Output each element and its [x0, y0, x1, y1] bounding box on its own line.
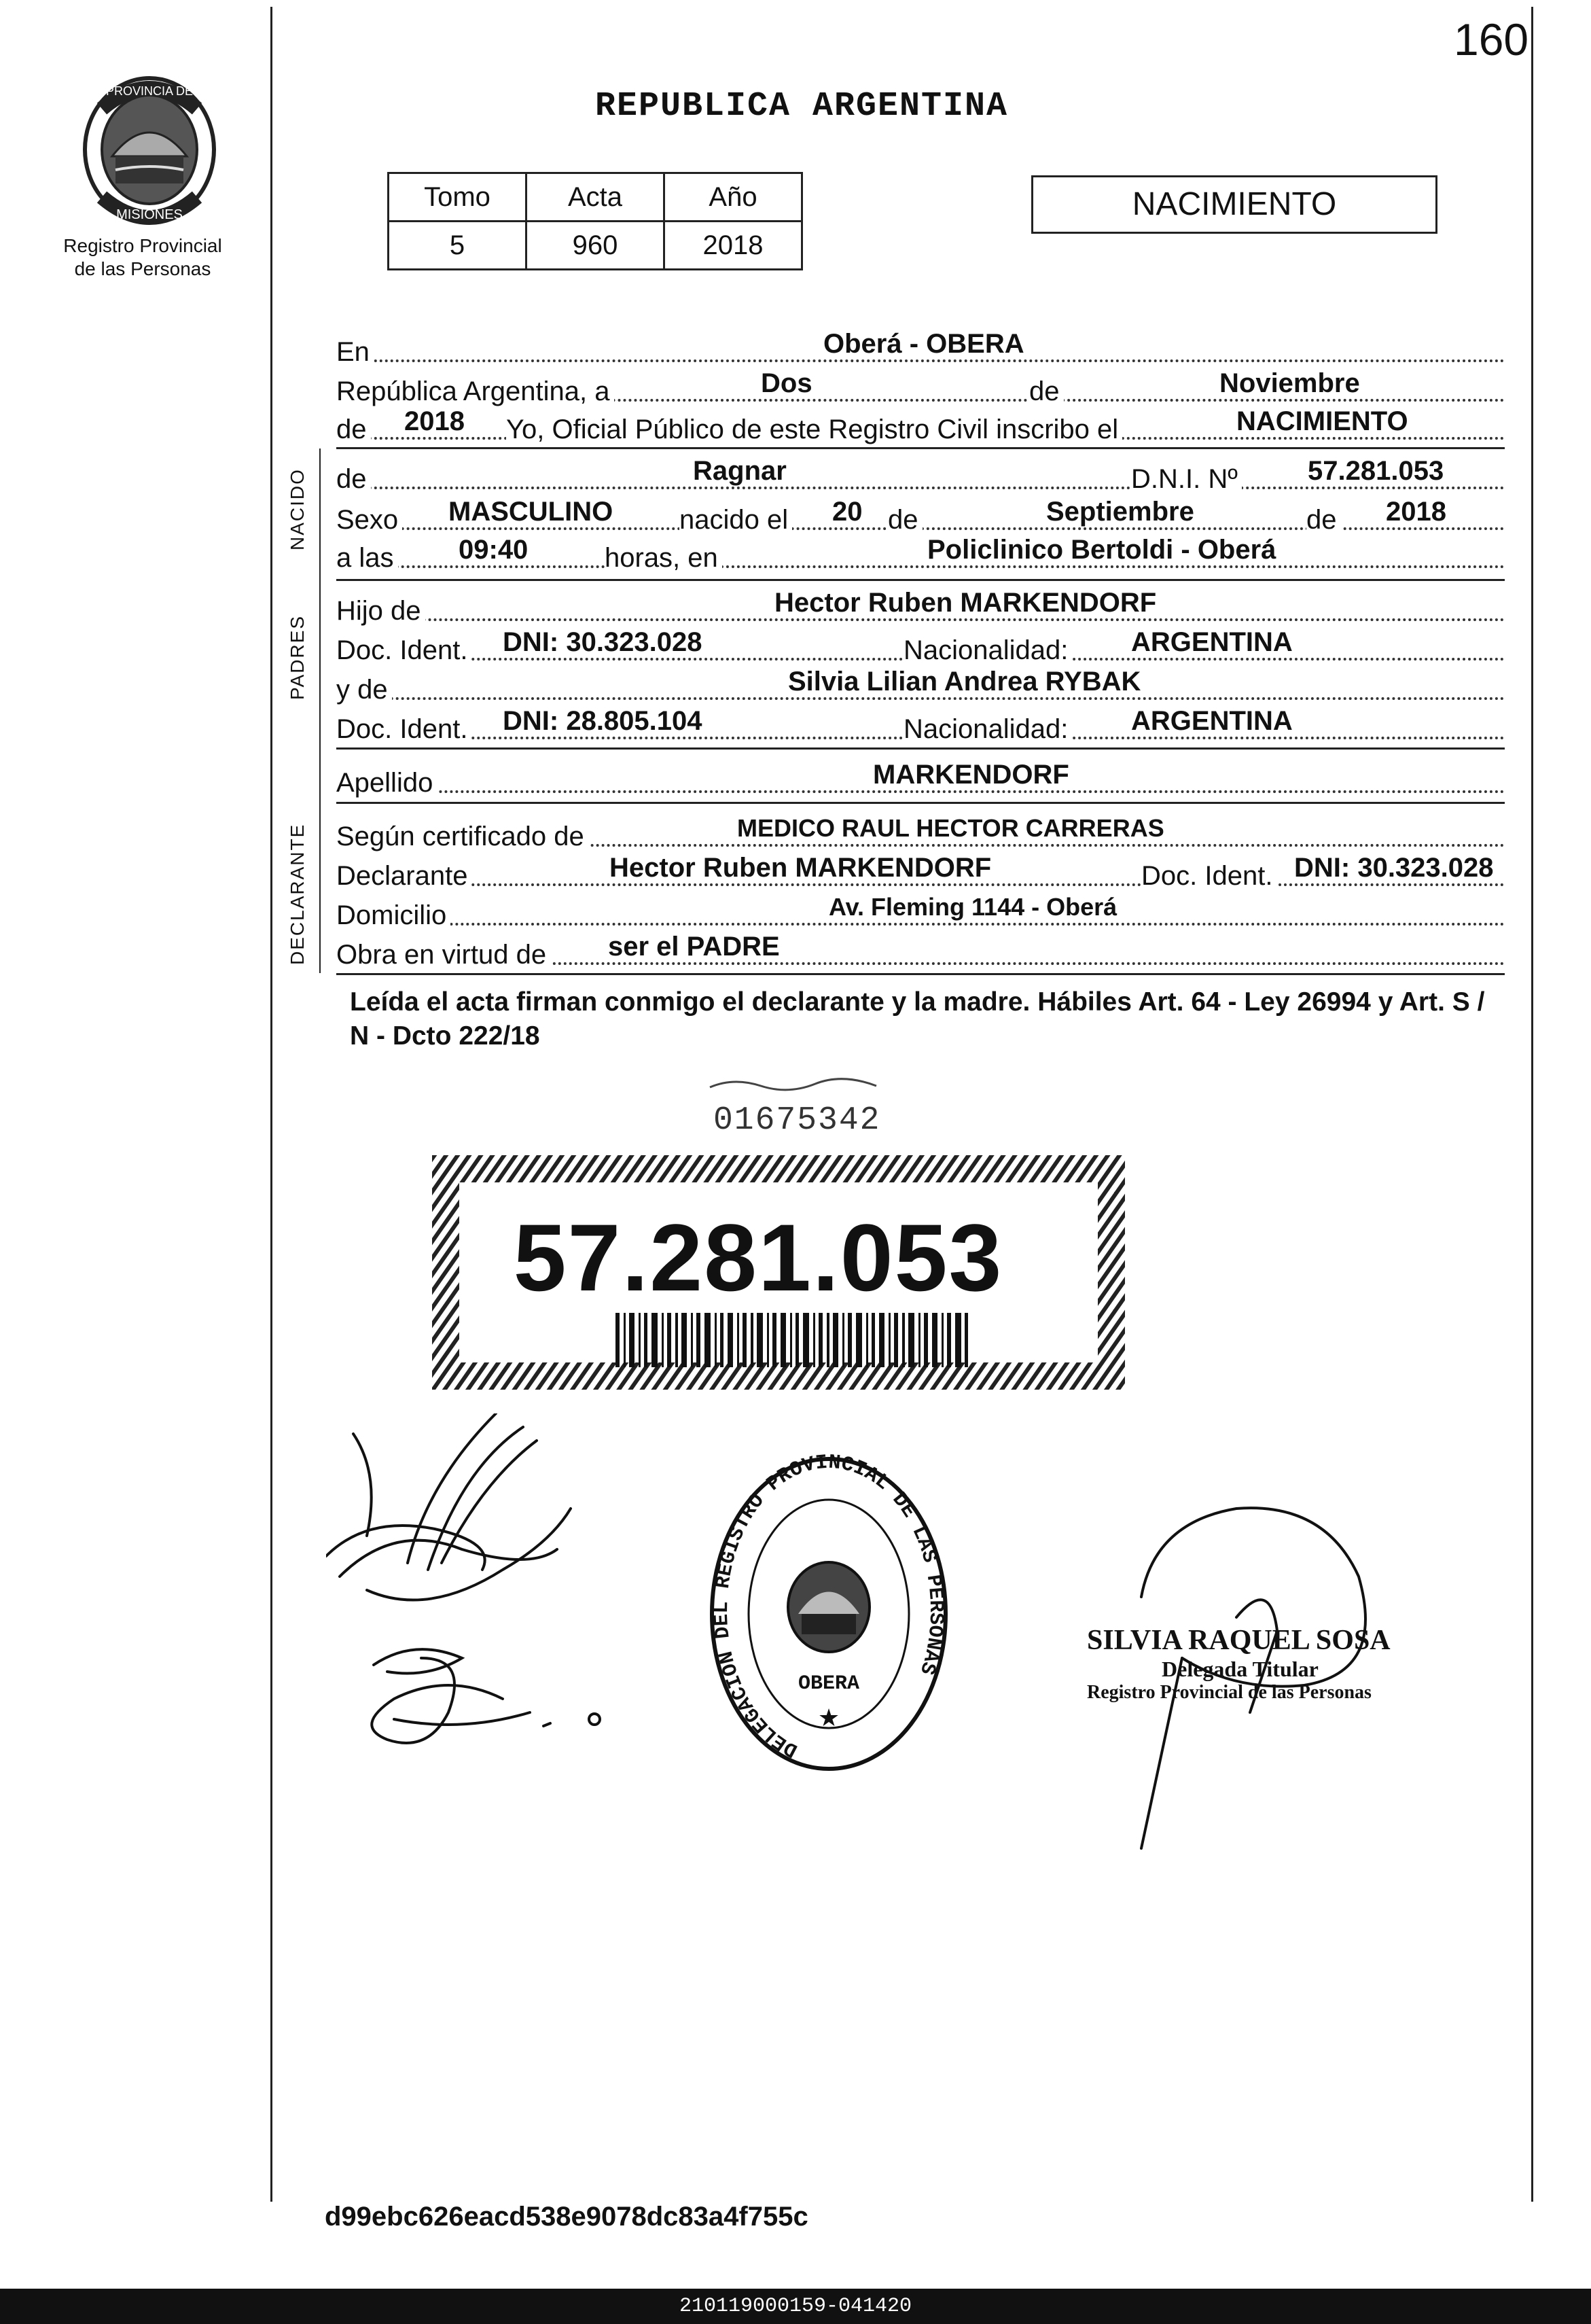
registry-caption-line1: Registro Provincial: [63, 235, 222, 256]
country-title: REPUBLICA ARGENTINA: [594, 87, 1009, 126]
form-row-name: [336, 455, 1505, 495]
section-label-nacido: NACIDO: [287, 468, 308, 550]
logo-bottom-text: MISIONES: [116, 207, 183, 222]
republica-label: República Argentina, a: [336, 376, 614, 407]
mother-nationality-value: ARGENTINA: [1131, 706, 1293, 736]
father-name-value: Hector Ruben MARKENDORF: [774, 588, 1157, 618]
form-row-date: [336, 368, 1505, 407]
declarant-name-value: Hector Ruben MARKENDORF: [609, 853, 992, 883]
dni-label: D.N.I. Nº: [1131, 463, 1242, 495]
day-value: Dos: [761, 368, 812, 398]
signatory-role: Delegada Titular: [1162, 1657, 1319, 1681]
table-header-acta: Acta: [526, 173, 664, 222]
birth-de-label: de: [888, 504, 923, 535]
delegation-seal: [707, 1454, 951, 1774]
obra-label: Obra en virtud de: [336, 939, 550, 970]
section-divider: [336, 447, 1505, 449]
stamp-inner: [459, 1182, 1098, 1362]
name-value: Ragnar: [693, 456, 787, 486]
birth-day-value: 20: [832, 497, 863, 527]
table-row: [389, 173, 802, 222]
form-row-place: [336, 328, 1505, 368]
mother-doc-value: DNI: 28.805.104: [503, 706, 702, 736]
section-divider: [336, 747, 1505, 750]
event-value: NACIMIENTO: [1236, 406, 1408, 436]
form-row-time-place: [336, 534, 1505, 574]
table-cell-tomo: 5: [389, 222, 526, 270]
de-year-label: de: [336, 414, 371, 445]
document-type-box: NACIMIENTO: [1031, 175, 1437, 234]
form-row-certificate: [336, 813, 1505, 852]
declarant-doc-value: DNI: 30.323.028: [1294, 853, 1494, 883]
signatory-block: [1087, 1624, 1391, 1704]
en-label: En: [336, 336, 374, 368]
legal-note: Leída el acta firman conmigo el declarante y la madre. Hábiles Art. 64 - Ley 26994 y Art. S / N - Dcto 222/18: [350, 987, 1485, 1051]
a-las-label: a las: [336, 542, 398, 574]
father-nationality-label: Nacionalidad:: [904, 635, 1072, 666]
serial-number: 01675342: [713, 1102, 881, 1139]
section-label-padres: PADRES: [287, 614, 308, 700]
small-scribble: [707, 1074, 883, 1094]
form-row-surname: [336, 759, 1505, 798]
seal-city: OBERA: [798, 1672, 860, 1695]
mother-doc-label: Doc. Ident.: [336, 714, 471, 745]
table-cell-acta: 960: [526, 222, 664, 270]
form-row-declarant: [336, 852, 1505, 892]
form-row-address: [336, 892, 1505, 931]
surname-value: MARKENDORF: [873, 760, 1069, 790]
form-row-official: [336, 406, 1505, 445]
registry-caption-line2: de las Personas: [74, 258, 211, 279]
mother-name-value: Silvia Lilian Andrea RYBAK: [788, 667, 1141, 697]
table-header-ano: Año: [664, 173, 802, 222]
form-row-father-doc: [336, 627, 1505, 666]
sex-value: MASCULINO: [448, 497, 613, 527]
left-margin-line: [270, 7, 272, 2202]
place-value: Oberá - OBERA: [823, 329, 1024, 359]
section-divider: [336, 579, 1505, 581]
form-row-mother: [336, 666, 1505, 705]
form-row-sex-birth: [336, 496, 1505, 535]
birth-de-year-label: de: [1306, 504, 1341, 535]
table-row: [389, 222, 802, 270]
document-hash: d99ebc626eacd538e9078dc83a4f755c: [325, 2202, 808, 2232]
year-value: 2018: [404, 406, 465, 436]
page-number: 160: [1454, 14, 1529, 65]
form-row-capacity: [336, 931, 1505, 970]
dni-value: 57.281.053: [1308, 456, 1444, 486]
signatory-org: Registro Provincial de las Personas: [1087, 1682, 1372, 1703]
table-cell-ano: 2018: [664, 222, 802, 270]
father-nationality-value: ARGENTINA: [1131, 627, 1293, 657]
nacido-el-label: nacido el: [679, 504, 792, 535]
birth-month-value: Septiembre: [1046, 497, 1194, 527]
stamp-dni-number: 57.281.053: [513, 1204, 1003, 1311]
month-value: Noviembre: [1219, 368, 1360, 398]
mother-nationality-label: Nacionalidad:: [904, 714, 1072, 745]
birth-year-value: 2018: [1386, 497, 1446, 527]
sexo-label: Sexo: [336, 504, 402, 535]
declarante-label: Declarante: [336, 860, 471, 892]
province-coat-of-arms-logo: [75, 68, 224, 231]
hijo-de-label: Hijo de: [336, 595, 425, 627]
father-doc-value: DNI: 30.323.028: [503, 627, 702, 657]
star-icon: ★: [817, 1704, 840, 1731]
segun-label: Según certificado de: [336, 821, 588, 852]
birth-place-value: Policlinico Bertoldi - Oberá: [927, 535, 1276, 565]
de-label: de: [1029, 376, 1064, 407]
seal-ring-text: DELEGACION DEL REGISTRO PROVINCIAL DE LAS PERSONAS: [710, 1454, 948, 1762]
capacity-value: ser el PADRE: [608, 932, 780, 962]
table-header-tomo: Tomo: [389, 173, 526, 222]
signatory-name: SILVIA RAQUEL SOSA: [1087, 1625, 1391, 1656]
horas-en-label: horas, en: [605, 542, 722, 574]
footer-code-bar: 210119000159-041420: [0, 2289, 1591, 2324]
section-divider: [336, 973, 1505, 975]
apellido-label: Apellido: [336, 767, 437, 798]
domicilio-label: Domicilio: [336, 900, 450, 931]
certificate-value: MEDICO RAUL HECTOR CARRERAS: [737, 814, 1164, 842]
dni-stamp: [432, 1155, 1125, 1390]
declarant-signature: [326, 1413, 625, 1794]
registry-caption: [27, 234, 258, 281]
logo-top-text: PROVINCIA DE: [105, 84, 194, 98]
address-value: Av. Fleming 1144 - Oberá: [829, 893, 1118, 921]
father-doc-label: Doc. Ident.: [336, 635, 471, 666]
barcode-icon: [615, 1313, 969, 1367]
birth-time-value: 09:40: [459, 535, 529, 565]
section-divider: [336, 802, 1505, 804]
section-side-line: [319, 448, 321, 973]
act-reference-table: [387, 172, 803, 270]
form-row-father: [336, 587, 1505, 627]
official-text: Yo, Oficial Público de este Registro Civil inscribo el: [506, 414, 1122, 445]
right-margin-line: [1531, 7, 1533, 2202]
name-de-label: de: [336, 463, 371, 495]
y-de-label: y de: [336, 674, 392, 705]
section-label-declarante: DECLARANTE: [287, 823, 308, 965]
form-row-mother-doc: [336, 705, 1505, 745]
declarant-doc-label: Doc. Ident.: [1141, 860, 1276, 892]
